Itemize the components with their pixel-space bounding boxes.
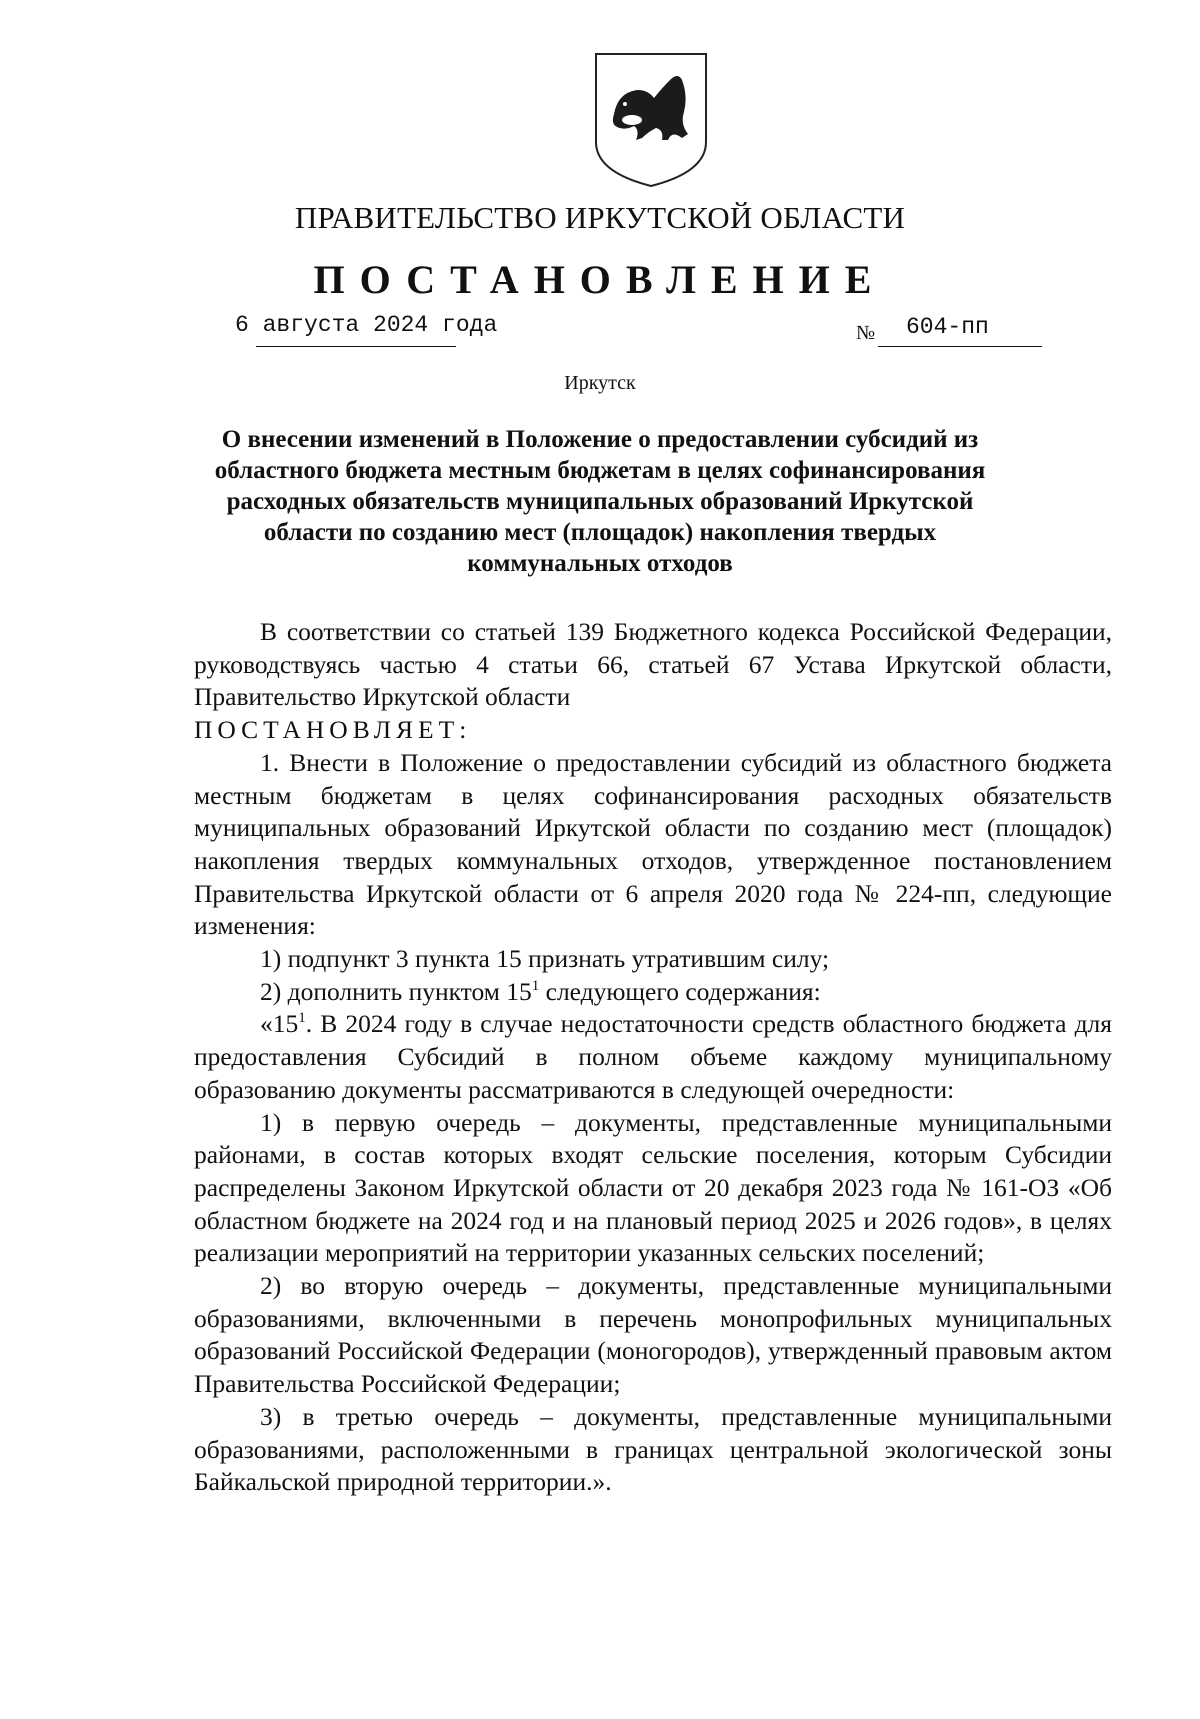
paragraph-15-1: [194, 1008, 1112, 1106]
queue-2: 2) во вторую очередь – документы, представленные муниципальными образованиями, включенными в перечень монопрофильных муниципальных образований Российской Федерации (моногородов), утвержденный правовым актом Правительства Российской Федерации;: [194, 1271, 1112, 1399]
city: Иркутск: [564, 372, 636, 394]
paragraph-15-1-number: «15: [260, 1009, 299, 1039]
number-sign: №: [856, 322, 876, 344]
subitem-2-text-end: следующего содержания:: [539, 976, 821, 1006]
subitem-2: [194, 976, 1112, 1009]
superscript: 1: [298, 1010, 306, 1027]
subitem-1: 1) подпункт 3 пункта 15 признать утратившим силу;: [260, 944, 830, 974]
document-body: [194, 616, 1112, 1499]
number-underline: [878, 346, 1042, 347]
date-underline: [256, 346, 456, 347]
document-date: 6 августа 2024 года: [235, 312, 498, 338]
irkutsk-coat-of-arms-icon: [592, 50, 710, 190]
document-title: О внесении изменений в Положение о предоставлении субсидий из областного бюджета местным бюджетам в целях софинансирования расходных обязательств муниципальных образований Иркутской области по созданию мест (площадок) накопления твердых коммунальных отходов: [214, 426, 986, 577]
queue-1: 1) в первую очередь – документы, представленные муниципальными районами, в состав которых входят сельские поселения, которым Субсидии распределены Законом Иркутской области от 20 декабря 2023 года № 161-ОЗ «Об областном бюджете на 2024 год и на плановый период 2025 и 2026 годов», в целях реализации мероприятий на территории указанных сельских поселений;: [194, 1107, 1112, 1268]
item-1: 1. Внести в Положение о предоставлении субсидий из областного бюджета местным бюджетам в целях софинансирования расходных обязательств муниципальных образований Иркутской области по созданию мест (площадок) накопления твердых коммунальных отходов, утвержденное постановлением Правительства Иркутской области от 6 апреля 2020 года № 224-пп, следующие изменения:: [194, 747, 1112, 941]
superscript: 1: [531, 977, 540, 994]
subitem-2-text: 2) дополнить пунктом 15: [260, 976, 532, 1006]
document-number: 604-пп: [906, 314, 989, 340]
document-type: ПОСТАНОВЛЕНИЕ: [313, 257, 887, 302]
queue-3: 3) в третью очередь – документы, представленные муниципальными образованиями, расположенными в границах центральной экологической зоны Байкальской природной территории.».: [194, 1401, 1112, 1497]
decree-word: ПОСТАНОВЛЯЕТ:: [194, 715, 472, 745]
government-name: ПРАВИТЕЛЬСТВО ИРКУТСКОЙ ОБЛАСТИ: [294, 200, 906, 235]
preamble: В соответствии со статьей 139 Бюджетного кодекса Российской Федерации, руководствуясь частью 4 статьи 66, статьей 67 Устава Иркутской области, Правительство Иркутской области: [194, 617, 1112, 712]
paragraph-15-1-text: . В 2024 году в случае недостаточности средств областного бюджета для предоставления Субсидий в полном объеме каждому муниципальному образованию документы рассматриваются в следующей очередности:: [194, 1009, 1112, 1104]
